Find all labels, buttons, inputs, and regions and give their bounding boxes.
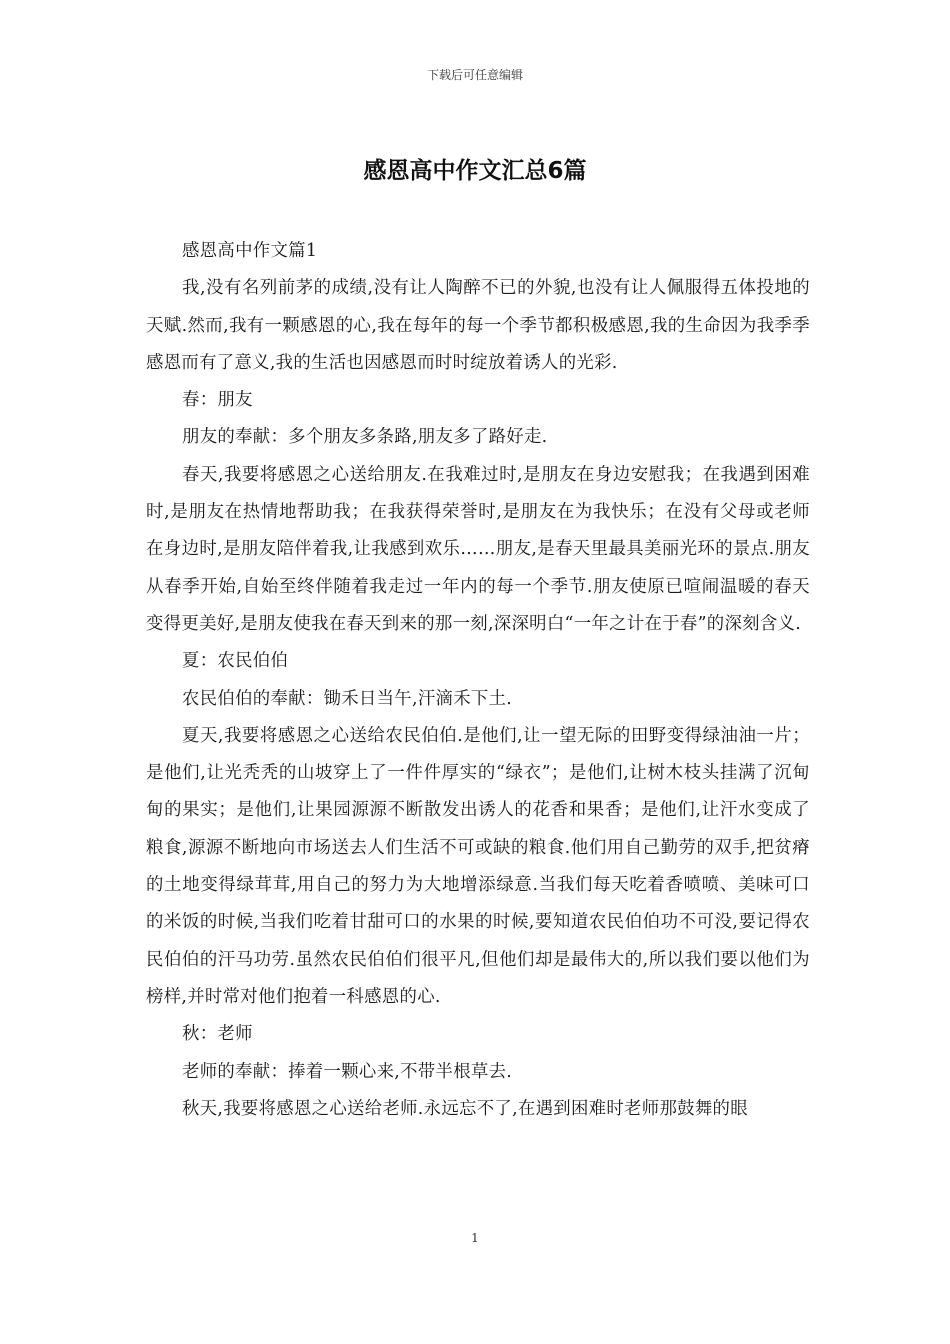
page-header: 下载后可任意编辑 bbox=[426, 68, 523, 82]
paragraph: 老师的奉献：捧着一颗心来,不带半根草去. bbox=[182, 1061, 513, 1082]
paragraph: 春天,我要将感恩之心送给朋友.在我难过时,是朋友在身边安慰我；在我遇到困难时,是朋友在热情地帮助我；在我获得荣誉时,是朋友在为我快乐；在没有父母或老师在身边时,是朋友陪伴着我,让我感到欢乐……朋友,是春天里最具美丽光环的景点.朋友从春季开始,自始至终伴随着我走过一年内的每一个季节.朋友使原已喧闹温暖的春天变得更美好,是朋友使我在春天到来的那一刻,深深明白“一年之计在于春”的深刻含义. bbox=[146, 464, 810, 634]
season-heading: 春：朋友 bbox=[182, 390, 253, 411]
document-body bbox=[146, 233, 810, 1128]
page-number: 1 bbox=[471, 1231, 479, 1245]
document-title: 感恩高中作文汇总6篇 bbox=[363, 158, 587, 184]
paragraph: 夏天,我要将感恩之心送给农民伯伯.是他们,让一望无际的田野变得绿油油一片；是他们,让光秃秃的山坡穿上了一件件厚实的“绿衣”；是他们,让树木枝头挂满了沉甸甸的果实；是他们,让果园源源不断散发出诱人的花香和果香；是他们,让汗水变成了粮食,源源不断地向市场送去人们生活不可或缺的粮食.他们用自己勤劳的双手,把贫瘠的土地变得绿茸茸,用自己的努力为大地增添绿意.当我们每天吃着香喷喷、美味可口的米饭的时候,当我们吃着甘甜可口的水果的时候,要知道农民伯伯功不可没,要记得农民伯伯的汗马功劳.虽然农民伯伯们很平凡,但他们却是最伟大的,所以我们要以他们为榜样,并时常对他们抱着一科感恩的心. bbox=[146, 725, 810, 1007]
paragraph: 秋天,我要将感恩之心送给老师.永远忘不了,在遇到困难时老师那鼓舞的眼 bbox=[182, 1098, 748, 1119]
paragraph: 朋友的奉献：多个朋友多条路,朋友多了路好走. bbox=[182, 427, 548, 448]
section-heading: 感恩高中作文篇1 bbox=[182, 241, 318, 261]
season-heading: 夏：农民伯伯 bbox=[182, 651, 289, 672]
season-heading: 秋：老师 bbox=[182, 1024, 253, 1045]
paragraph: 农民伯伯的奉献：锄禾日当午,汗滴禾下土. bbox=[182, 688, 513, 709]
paragraph: 我,没有名列前茅的成绩,没有让人陶醉不已的外貌,也没有让人佩服得五体投地的天赋.然而,我有一颗感恩的心,我在每年的每一个季节都积极感恩,我的生命因为我季季感恩而有了意义,我的生活也因感恩而时时绽放着诱人的光彩. bbox=[146, 278, 810, 373]
